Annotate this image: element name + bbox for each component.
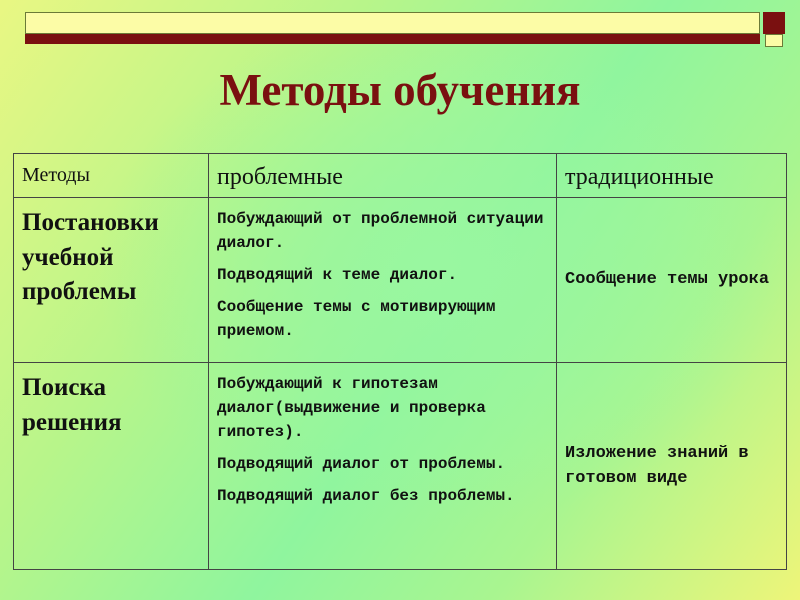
decor-top-bar: [25, 12, 760, 34]
table-header-row: [14, 154, 787, 198]
method-item: Подводящий к теме диалог.: [217, 266, 458, 284]
row-label: Поиска решения: [14, 363, 209, 570]
traditional-method-cell: Сообщение темы урока: [557, 198, 787, 363]
decor-dark-bar: [25, 34, 760, 44]
methods-table: [13, 153, 787, 570]
method-item: Сообщение темы с мотивирующим приемом.: [217, 298, 496, 340]
table-row: [14, 198, 787, 363]
traditional-method-cell: Изложение знаний в готовом виде: [557, 363, 787, 570]
method-item: Побуждающий к гипотезам диалог(выдвижение и проверка гипотез).: [217, 375, 486, 441]
slide-title: Методы обучения: [219, 65, 581, 115]
table-row: [14, 363, 787, 570]
problem-methods-cell: [209, 363, 557, 570]
header-problem: проблемные: [209, 154, 557, 198]
decor-square-light: [765, 34, 783, 47]
header-traditional: традиционные: [557, 154, 787, 198]
method-item: Побуждающий от проблемной ситуации диалог.: [217, 210, 544, 252]
problem-methods-cell: [209, 198, 557, 363]
method-item: Подводящий диалог без проблемы.: [217, 487, 515, 505]
row-label: Постановки учебной проблемы: [14, 198, 209, 363]
method-item: Подводящий диалог от проблемы.: [217, 455, 506, 473]
header-methods: Методы: [14, 154, 209, 198]
decor-square-dark: [763, 12, 785, 34]
